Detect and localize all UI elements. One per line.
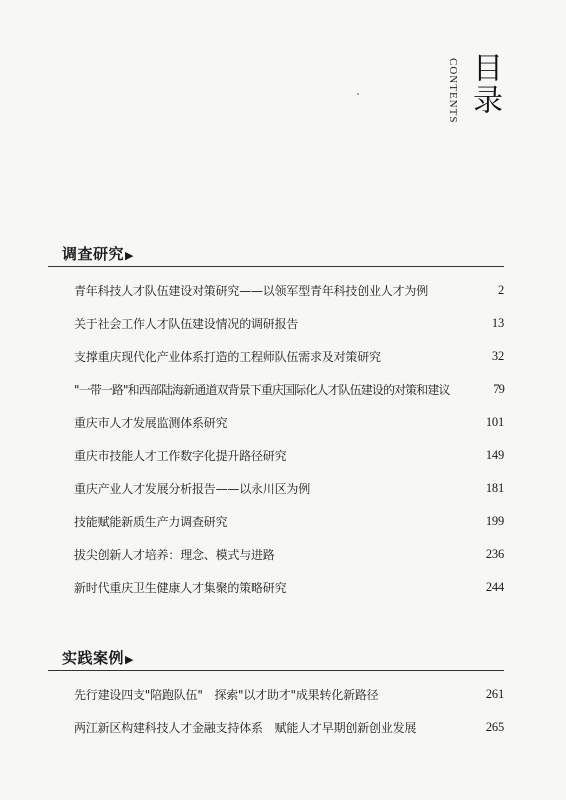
toc-entry-title: 重庆市技能人才工作数字化提升路径研究 xyxy=(74,449,287,463)
toc-entry[interactable] xyxy=(48,472,504,505)
toc-entry-page: 261 xyxy=(485,687,504,701)
toc-entry-title: 重庆市人才发展监测体系研究 xyxy=(74,416,228,430)
toc-entry-title: 先行建设四支"陪跑队伍" 探索"以才助才"成果转化新路径 xyxy=(74,688,379,702)
toc-entry-page: 32 xyxy=(491,349,504,363)
contents-title: 目录 xyxy=(467,52,502,116)
toc-entry-page: 265 xyxy=(485,720,504,734)
toc-entry[interactable] xyxy=(48,678,504,711)
triangle-icon: ▶ xyxy=(125,653,134,666)
toc-entry[interactable] xyxy=(48,711,504,744)
toc-entry-title: 支撑重庆现代化产业体系打造的工程师队伍需求及对策研究 xyxy=(74,350,381,364)
section-heading xyxy=(48,242,504,267)
toc-entry[interactable] xyxy=(48,373,504,406)
contents-subtitle: CONTENTS xyxy=(447,58,459,124)
section-practice xyxy=(48,646,504,744)
toc-entry-title: "一带一路"和西部陆海新通道双背景下重庆国际化人才队伍建设的对策和建议 xyxy=(74,383,450,397)
toc-entry-title: 关于社会工作人才队伍建设情况的调研报告 xyxy=(74,317,299,331)
toc-entry[interactable] xyxy=(48,307,504,340)
toc-entry-page: 149 xyxy=(485,448,504,462)
toc-entry-title: 新时代重庆卫生健康人才集聚的策略研究 xyxy=(74,581,287,595)
toc-entry-page: 236 xyxy=(485,547,504,561)
toc-entry-page: 181 xyxy=(485,481,504,495)
decorative-dot xyxy=(357,93,359,95)
toc-entry[interactable] xyxy=(48,274,504,307)
triangle-icon: ▶ xyxy=(125,249,134,262)
toc-entry-title: 两江新区构建科技人才金融支持体系 赋能人才早期创新创业发展 xyxy=(74,721,417,735)
toc-entry[interactable] xyxy=(48,406,504,439)
section-research xyxy=(48,242,504,604)
toc-entry[interactable] xyxy=(48,571,504,604)
toc-entry-title: 青年科技人才队伍建设对策研究——以领军型青年科技创业人才为例 xyxy=(74,284,429,298)
section-heading xyxy=(48,646,504,671)
toc-entry[interactable] xyxy=(48,340,504,373)
toc-entry-page: 244 xyxy=(485,580,504,594)
toc-entry-page: 199 xyxy=(485,514,504,528)
toc-entry-title: 拔尖创新人才培养：理念、模式与进路 xyxy=(74,548,275,562)
section-title: 调查研究 xyxy=(62,245,125,263)
toc-entry[interactable] xyxy=(48,439,504,472)
toc-entry-page: 101 xyxy=(485,415,504,429)
toc-entry[interactable] xyxy=(48,538,504,571)
toc-entry-page: 2 xyxy=(497,283,504,297)
toc-list xyxy=(48,678,504,744)
toc-list xyxy=(48,274,504,604)
toc-entry-page: 79 xyxy=(493,382,504,396)
toc-entry[interactable] xyxy=(48,505,504,538)
toc-entry-title: 重庆产业人才发展分析报告——以永川区为例 xyxy=(74,482,311,496)
toc-entry-title: 技能赋能新质生产力调查研究 xyxy=(74,515,228,529)
toc-entry-page: 13 xyxy=(491,316,504,330)
section-title: 实践案例 xyxy=(62,649,125,667)
